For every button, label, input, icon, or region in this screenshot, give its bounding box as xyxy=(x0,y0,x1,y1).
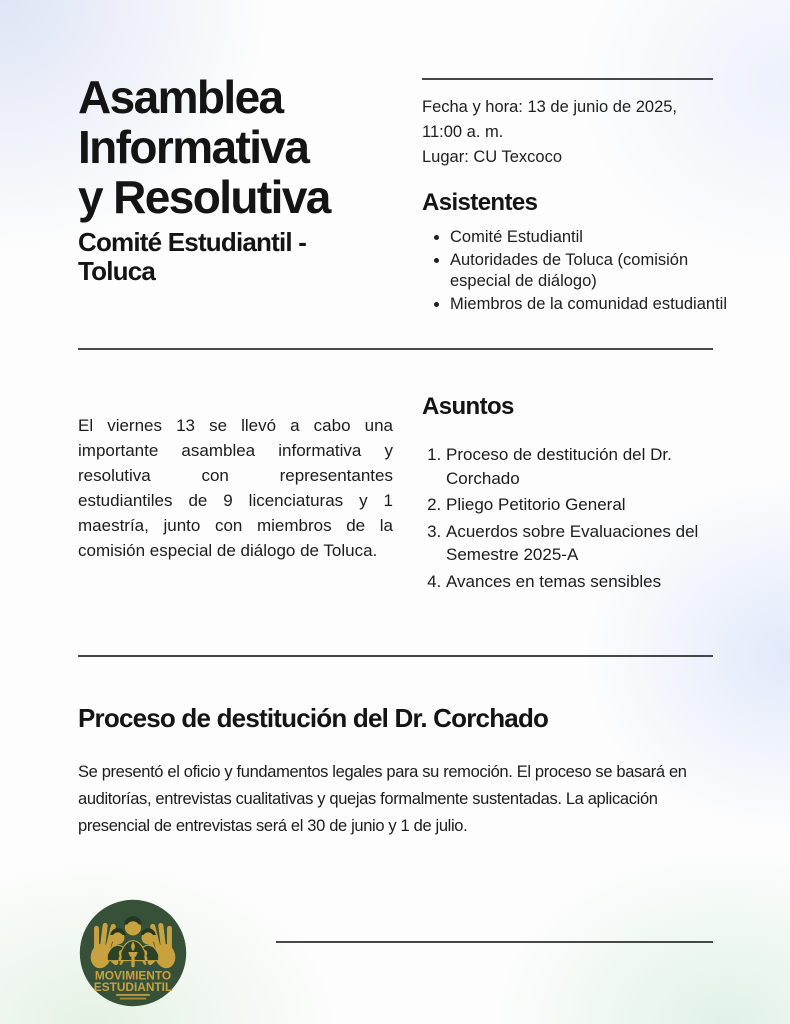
title-block xyxy=(78,72,398,286)
logo-text-line1: MOVIMIENTO xyxy=(94,968,172,983)
section-heading: Proceso de destitución del Dr. Corchado xyxy=(78,703,549,733)
attendees-heading: Asistentes xyxy=(422,189,538,216)
page-title-line: Asamblea xyxy=(78,71,283,123)
page-subtitle: Comité Estudiantil - Toluca xyxy=(78,227,307,286)
divider-top-right xyxy=(422,78,713,80)
divider-middle xyxy=(78,348,713,350)
divider-bottom xyxy=(276,941,713,943)
attendee-item: • Miembros de la comunidad estudiantil xyxy=(450,294,742,316)
section-paragraph: Se presentó el oficio y fundamentos legales para su remoción. El proceso se basará en auditorías, entrevistas cualitativas y quejas formalmente sustentadas. La aplicación presencial de entrevistas será el 30 de junio y 1 de julio. xyxy=(78,763,687,835)
movimiento-estudiantil-logo xyxy=(76,896,190,1010)
event-meta xyxy=(422,95,718,170)
page-title xyxy=(78,72,398,222)
event-location: Lugar: CU Texcoco xyxy=(422,148,563,166)
agenda-item: 3. Acuerdos sobre Evaluaciones del Semestre 2025-A xyxy=(446,520,742,567)
attendees-list xyxy=(422,227,742,316)
agenda-item: 4. Avances en temas sensibles xyxy=(446,570,742,594)
attendee-item: • Comité Estudiantil xyxy=(450,227,742,249)
page-title-line: y Resolutiva xyxy=(78,171,330,223)
agenda-heading: Asuntos xyxy=(422,393,514,420)
attendee-item: • Autoridades de Toluca (comisión especial de diálogo) xyxy=(450,250,742,293)
agenda-list xyxy=(422,443,742,596)
logo-text-line2: ESTUDIANTIL xyxy=(93,980,173,994)
event-datetime: Fecha y hora: 13 de junio de 2025, 11:00 a. m. xyxy=(422,98,678,141)
agenda-item: 1. Proceso de destitución del Dr. Corchado xyxy=(446,443,742,490)
agenda-item: 2. Pliego Petitorio General xyxy=(446,493,742,517)
summary-paragraph: El viernes 13 se llevó a cabo una importante asamblea informativa y resolutiva con representantes estudiantiles de 9 licenciaturas y 1 maestría, junto con miembros de la comisión especial de diálogo de Toluca. xyxy=(78,416,393,560)
divider-section xyxy=(78,655,713,657)
page-title-line: Informativa xyxy=(78,121,309,173)
